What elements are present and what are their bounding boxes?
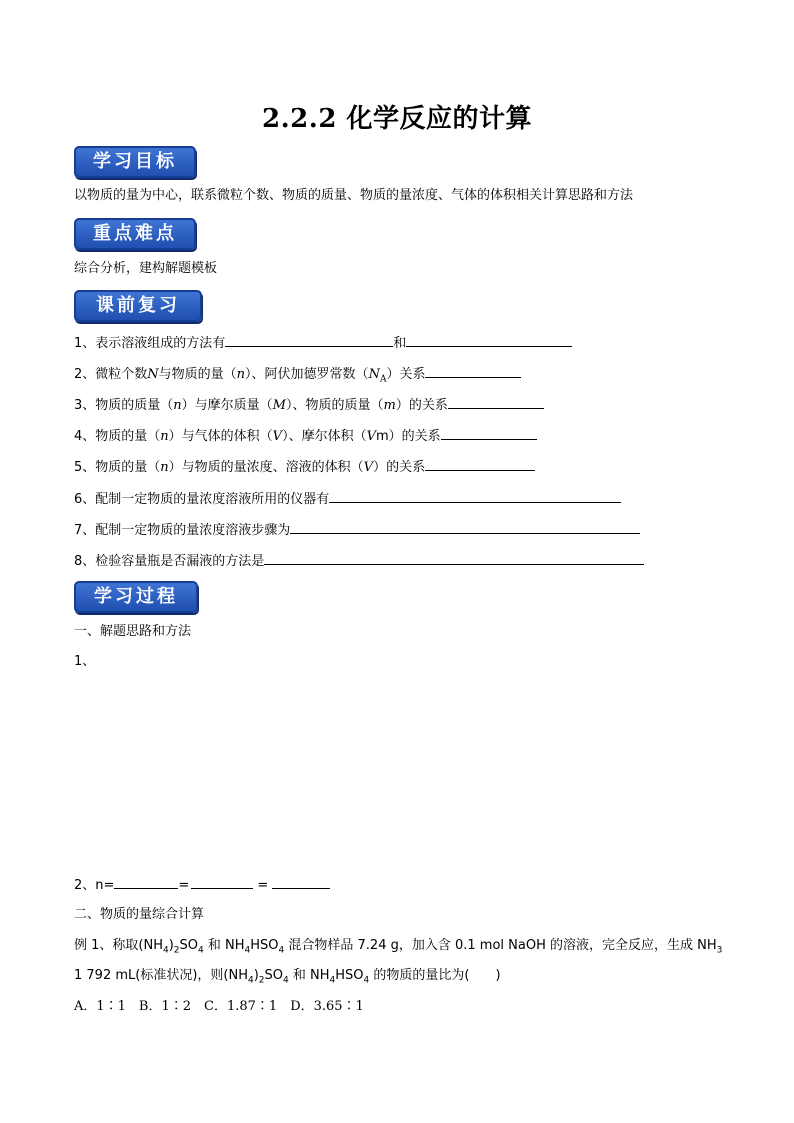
review-q2: 2、微粒个数N与物质的量（n）、阿伏加德罗常数$(N_A)$关系 (74, 363, 521, 390)
answer-blank[interactable] (406, 332, 572, 347)
answer-blank[interactable] (264, 550, 644, 565)
answer-blank[interactable] (191, 874, 253, 889)
answer-blank[interactable] (290, 519, 640, 534)
answer-blank[interactable] (329, 488, 621, 503)
example-1-line1: 例 1、称取$(NH_4)_2SO_4$ 和 $NH_4HSO_4$ 混合物样品 7.24 g，加入含 0.1 mol NaOH 的溶液，完全反应，生成 $NH_3$ (74, 938, 723, 956)
badge-review: 课前复习 (74, 290, 202, 322)
review-q1: 1、表示溶液组成的方法有 和 (74, 332, 572, 354)
answer-blank[interactable] (272, 874, 330, 889)
review-q3: 3、物质的质量（n）与摩尔质量（M）、物质的质量（m）的关系 (74, 394, 544, 416)
review-q8: 8、检验容量瓶是否漏液的方法是 (74, 550, 644, 572)
goal-text: 以物质的量为中心，联系微粒个数、物质的质量、物质的量浓度、气体的体积相关计算思路和方法 (74, 188, 634, 203)
example-1-line2: 1 792 mL(标准状况)，则$(NH_4)_2SO_4$ 和 $NH_4HSO_4$ 的物质的量比为( ) (74, 968, 501, 986)
review-q5: 5、物质的量（n）与物质的量浓度、溶液的体积（V）的关系 (74, 456, 535, 478)
review-q6: 6、配制一定物质的量浓度溶液所用的仪器有 (74, 488, 621, 510)
answer-blank[interactable] (225, 332, 393, 347)
process-item-1: 1、 (74, 654, 96, 669)
answer-blank[interactable] (441, 425, 537, 440)
answer-blank[interactable] (114, 874, 178, 889)
example-1-options: A．1∶1 B．1∶2 C．1.87∶1 D．3.65∶1 (74, 999, 364, 1014)
badge-key-points: 重点难点 (74, 218, 196, 250)
badge-learning-process: 学习过程 (74, 581, 198, 613)
answer-blank[interactable] (425, 456, 535, 471)
process-item-2: 2、n= = = (74, 874, 330, 896)
section-comprehensive: 二、物质的量综合计算 (74, 907, 205, 922)
section-approach: 一、解题思路和方法 (74, 624, 192, 639)
page-title: 2.2.2 化学反应的计算 (262, 104, 532, 134)
answer-blank[interactable] (425, 363, 521, 378)
review-q4: 4、物质的量（n）与气体的体积（V）、摩尔体积（Vm）的关系 (74, 425, 537, 447)
key-text: 综合分析，建构解题模板 (74, 261, 218, 276)
badge-learning-goal: 学习目标 (74, 146, 196, 178)
answer-blank[interactable] (448, 394, 544, 409)
review-q7: 7、配制一定物质的量浓度溶液步骤为 (74, 519, 640, 541)
